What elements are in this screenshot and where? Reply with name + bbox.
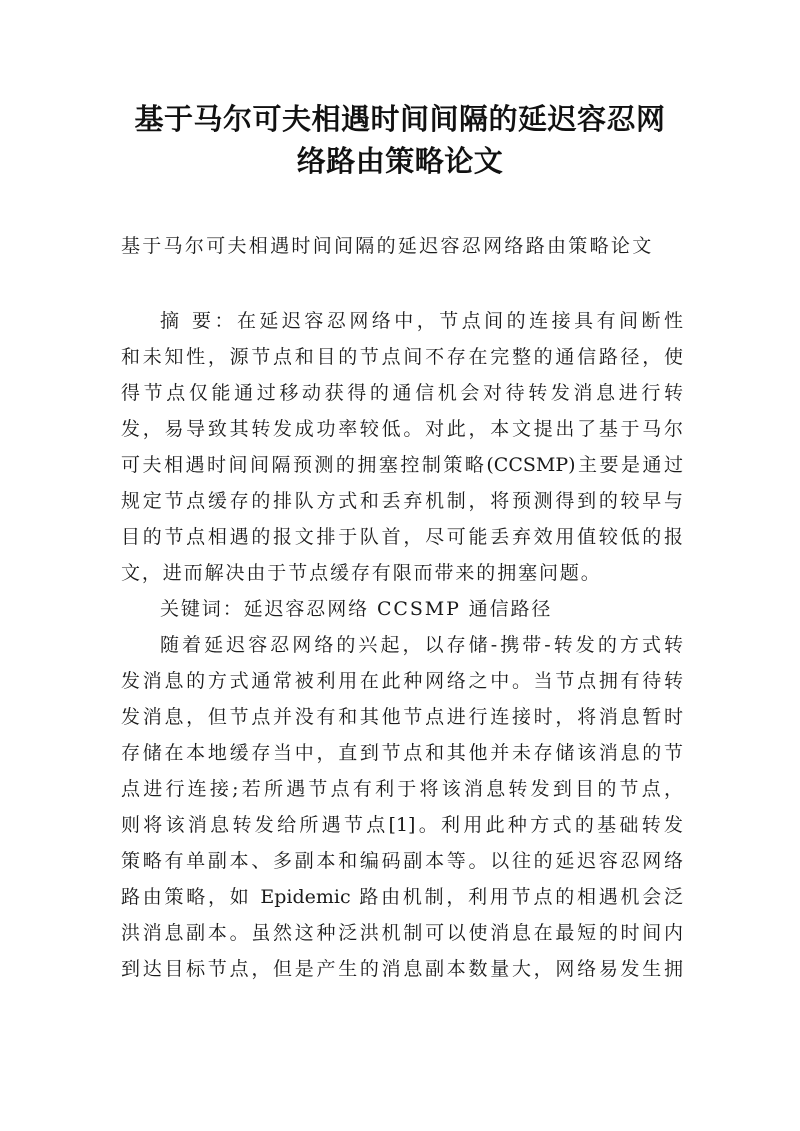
body-line-1: 随着延迟容忍网络的兴起，以存储-携带-转发的方式转 bbox=[160, 634, 683, 656]
body-line-5: 点进行连接;若所遇节点有利于将该消息转发到目的节点， bbox=[121, 778, 683, 800]
abstract-line-1: 摘 要：在延迟容忍网络中，节点间的连接具有间断性 bbox=[160, 310, 683, 332]
body-line-3: 发消息，但节点并没有和其他节点进行连接时，将消息暂时 bbox=[121, 706, 683, 728]
abstract-line-5: 可夫相遇时间间隔预测的拥塞控制策略(CCSMP)主要是通过 bbox=[121, 454, 683, 476]
abstract-line-7: 目的节点相遇的报文排于队首，尽可能丢弃效用值较低的报 bbox=[121, 526, 683, 548]
abstract-line-4: 发，易导致其转发成功率较低。对此，本文提出了基于马尔 bbox=[121, 418, 683, 440]
body-line-4: 存储在本地缓存当中，直到节点和其他并未存储该消息的节 bbox=[121, 742, 683, 764]
abstract-line-8: 文，进而解决由于节点缓存有限而带来的拥塞问题。 bbox=[121, 562, 602, 584]
body-line-7: 策略有单副本、多副本和编码副本等。以往的延迟容忍网络 bbox=[121, 850, 683, 872]
body-line-2: 发消息的方式通常被利用在此种网络之中。当节点拥有待转 bbox=[121, 670, 683, 692]
body-line-9: 洪消息副本。虽然这种泛洪机制可以使消息在最短的时间内 bbox=[121, 922, 683, 944]
document-title-line-1: 基于马尔可夫相遇时间间隔的延迟容忍网 bbox=[134, 102, 666, 136]
document-title-line-2: 络路由策略论文 bbox=[296, 144, 504, 178]
abstract-line-6: 规定节点缓存的排队方式和丢弃机制，将预测得到的较早与 bbox=[121, 490, 683, 512]
keywords-line: 关键词：延迟容忍网络 CCSMP 通信路径 bbox=[160, 598, 553, 620]
body-line-8: 路由策略，如 Epidemic 路由机制，利用节点的相遇机会泛 bbox=[121, 886, 683, 908]
document-subtitle: 基于马尔可夫相遇时间间隔的延迟容忍网络路由策略论文 bbox=[121, 235, 654, 257]
body-line-6: 则将该消息转发给所遇节点[1]。利用此种方式的基础转发 bbox=[121, 814, 683, 836]
body-line-10: 到达目标节点，但是产生的消息副本数量大，网络易发生拥 bbox=[121, 958, 683, 980]
abstract-line-3: 得节点仅能通过移动获得的通信机会对待转发消息进行转 bbox=[121, 382, 683, 404]
abstract-line-2: 和未知性，源节点和目的节点间不存在完整的通信路径，使 bbox=[121, 346, 683, 368]
